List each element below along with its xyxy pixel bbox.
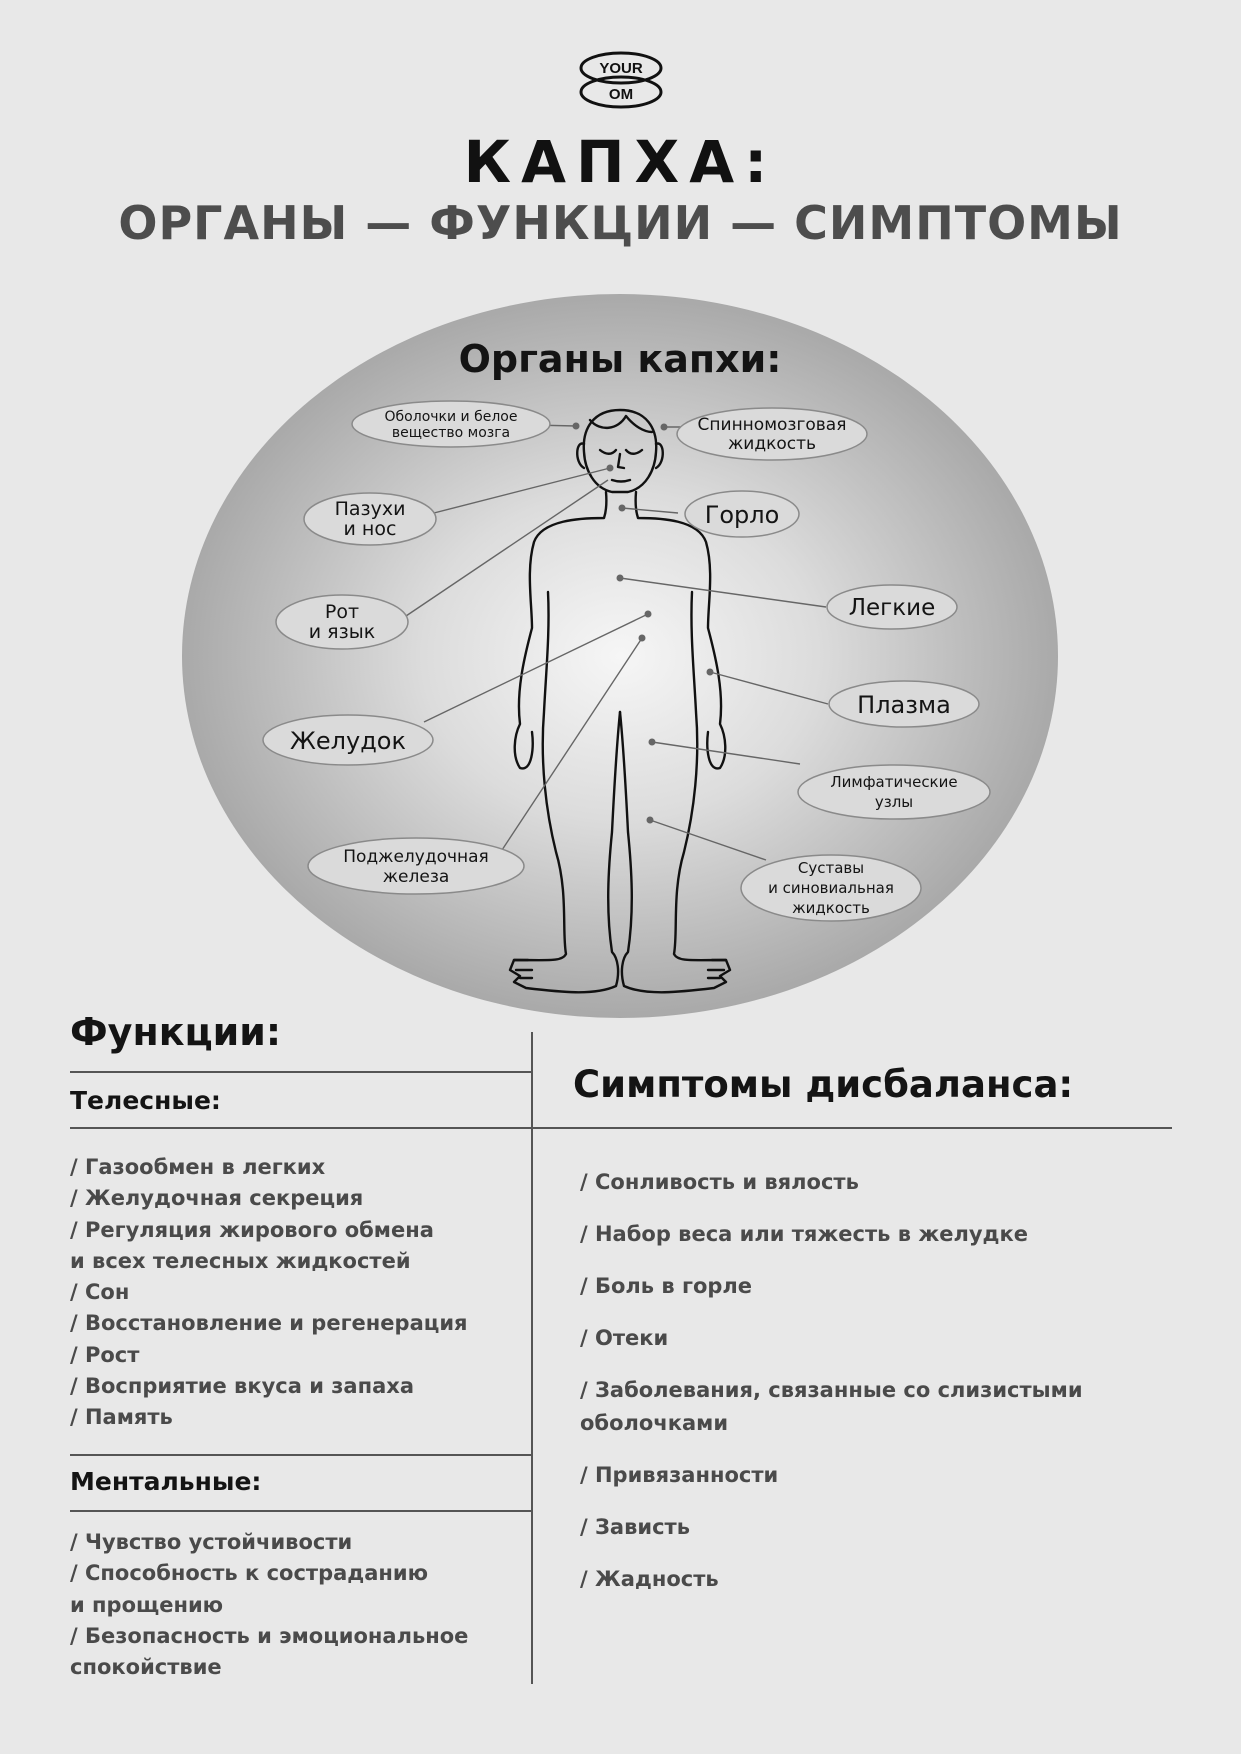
divider <box>70 1510 532 1512</box>
list-item: / Набор веса или тяжесть в желудке <box>580 1222 1029 1246</box>
list-item: / Привязанности <box>580 1463 779 1487</box>
list-item: / Боль в горле <box>580 1274 753 1298</box>
label-joints-2: и синовиальная <box>768 879 894 897</box>
label-lymph-2: узлы <box>874 793 914 811</box>
functions-heading: Функции: <box>70 1010 282 1054</box>
divider <box>70 1071 532 1073</box>
list-item: / Чувство устойчивости <box>70 1530 353 1554</box>
label-stomach: Желудок <box>290 727 406 755</box>
body-diagram-svg <box>180 292 1060 1022</box>
label-mouth-1: Рот <box>324 601 360 623</box>
list-item: / Сонливость и вялость <box>580 1170 859 1194</box>
label-sinuses-2: и нос <box>343 518 397 540</box>
list-item: / Заболевания, связанные со слизистыми оболочками <box>580 1378 1083 1435</box>
label-plasma: Плазма <box>857 691 951 719</box>
list-item: и прощению <box>70 1592 224 1617</box>
mental-functions-list <box>70 1527 520 1683</box>
page-title: КАПХА: <box>463 128 778 196</box>
page-subtitle: ОРГАНЫ — ФУНКЦИИ — СИМПТОМЫ <box>118 196 1123 250</box>
label-sinuses-1: Пазухи <box>334 498 406 520</box>
label-throat: Горло <box>704 501 780 529</box>
bodily-heading: Телесные: <box>70 1086 221 1115</box>
brand-logo <box>578 48 664 112</box>
bodily-functions-list <box>70 1152 520 1434</box>
list-item: / Отеки <box>580 1326 669 1350</box>
label-joints-3: жидкость <box>792 899 870 917</box>
divider <box>70 1127 1172 1129</box>
list-item: / Зависть <box>580 1515 690 1539</box>
list-item: / Регуляция жирового обмена <box>70 1217 434 1242</box>
list-item: / Восприятие вкуса и запаха <box>70 1374 414 1399</box>
list-item: / Восстановление и регенерация <box>70 1311 468 1336</box>
label-spinal-2: жидкость <box>727 434 817 454</box>
organs-circle <box>182 294 1058 1018</box>
label-lymph-1: Лимфатические <box>830 773 958 791</box>
logo-mark-icon <box>578 48 664 112</box>
mental-heading: Ментальные: <box>70 1467 262 1496</box>
symptoms-list <box>580 1166 1100 1615</box>
organs-heading: Органы капхи: <box>458 337 782 381</box>
logo-text-top: YOUR <box>599 60 643 77</box>
label-mouth-2: и язык <box>308 621 376 643</box>
list-item: / Жадность <box>580 1567 719 1591</box>
list-item: / Сон <box>70 1280 130 1305</box>
label-joints-1: Суставы <box>797 859 865 877</box>
list-item: / Безопасность и эмоциональное <box>70 1623 469 1648</box>
organs-diagram <box>180 292 1060 1022</box>
list-item: и всех телесных жидкостей <box>70 1248 411 1273</box>
label-membranes-2: вещество мозга <box>391 425 511 441</box>
column-divider <box>531 1032 533 1684</box>
label-pancreas-1: Поджелудочная <box>343 847 489 867</box>
list-item: / Память <box>70 1405 173 1430</box>
list-item: / Газообмен в легких <box>70 1155 326 1179</box>
label-lungs: Легкие <box>848 595 936 621</box>
symptoms-heading: Симптомы дисбаланса: <box>573 1063 1074 1106</box>
divider <box>70 1454 532 1456</box>
label-spinal-1: Спинномозговая <box>697 415 847 435</box>
label-membranes-1: Оболочки и белое <box>384 409 518 425</box>
list-item: / Способность к состраданию <box>70 1561 429 1586</box>
list-item: / Рост <box>70 1342 140 1367</box>
list-item: / Желудочная секреция <box>70 1186 364 1211</box>
logo-text-bottom: OM <box>608 86 634 103</box>
list-item: спокойствие <box>70 1655 222 1680</box>
label-pancreas-2: железа <box>382 867 450 887</box>
